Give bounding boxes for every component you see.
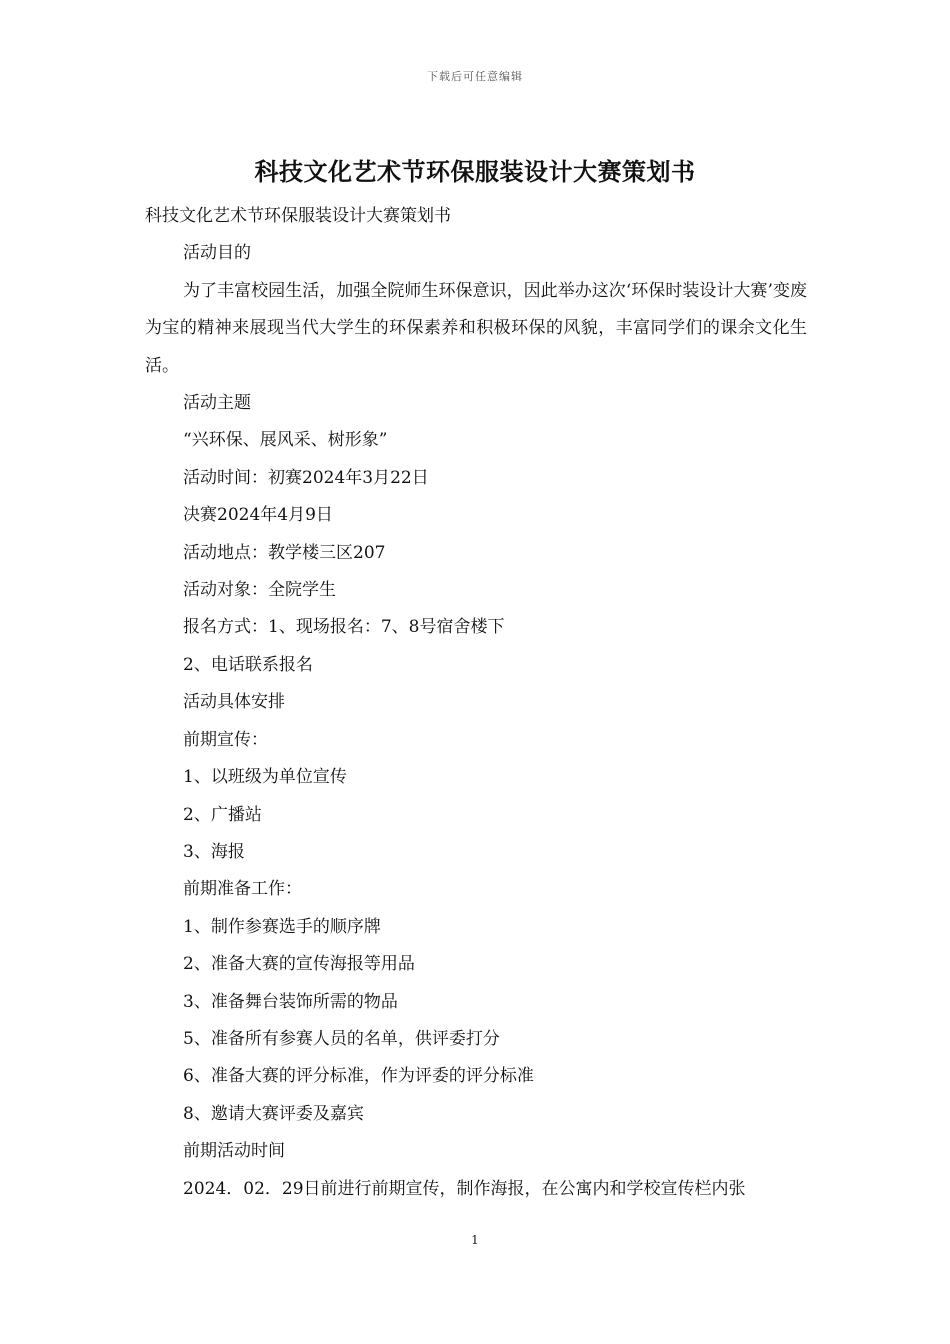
header-note: 下载后可任意编辑 [427, 70, 523, 83]
body-subtitle: 科技文化艺术节环保服装设计大赛策划书 [145, 206, 451, 226]
section-heading-theme: 活动主题 [183, 393, 251, 414]
subheading-early-activity-time: 前期活动时间 [183, 1141, 285, 1162]
document-title: 科技文化艺术节环保服装设计大赛策划书 [254, 157, 696, 186]
subheading-preparation: 前期准备工作： [183, 879, 302, 900]
list-item: 2、广播站 [183, 804, 262, 825]
early-activity-paragraph: 2024．02．29日前进行前期宣传，制作海报，在公寓内和学校宣传栏内张 [183, 1178, 746, 1199]
theme-slogan: “兴环保、展风采、树形象” [183, 430, 388, 451]
list-item: 3、准备舞台装饰所需的物品 [183, 991, 398, 1012]
section-heading-purpose: 活动目的 [183, 243, 251, 264]
subheading-promotion: 前期宣传： [183, 729, 268, 750]
registration-method-onsite: 报名方式：1、现场报名：7、8号宿舍楼下 [183, 617, 505, 638]
activity-audience: 活动对象：全院学生 [183, 580, 336, 601]
document-body [145, 198, 807, 1208]
list-item: 8、邀请大赛评委及嘉宾 [183, 1103, 364, 1124]
list-item: 3、海报 [183, 841, 245, 862]
list-item: 1、以班级为单位宣传 [183, 767, 347, 788]
list-item: 1、制作参赛选手的顺序牌 [183, 916, 381, 937]
list-item: 6、准备大赛的评分标准，作为评委的评分标准 [183, 1066, 534, 1087]
activity-time-preliminary: 活动时间：初赛2024年3月22日 [183, 467, 429, 488]
activity-location: 活动地点：教学楼三区207 [183, 542, 386, 563]
page-number: 1 [471, 1233, 479, 1247]
list-item: 2、准备大赛的宣传海报等用品 [183, 954, 415, 975]
section-heading-schedule: 活动具体安排 [183, 692, 285, 713]
list-item: 5、准备所有参赛人员的名单，供评委打分 [183, 1028, 500, 1049]
purpose-paragraph: 为了丰富校园生活，加强全院师生环保意识，因此举办这次‘环保时装设计大赛’变废为宝的精神来展现当代大学生的环保素养和积极环保的风貌，丰富同学们的课余文化生活。 [145, 280, 807, 376]
activity-time-final: 决赛2024年4月9日 [183, 505, 333, 526]
registration-method-phone: 2、电话联系报名 [183, 654, 313, 675]
